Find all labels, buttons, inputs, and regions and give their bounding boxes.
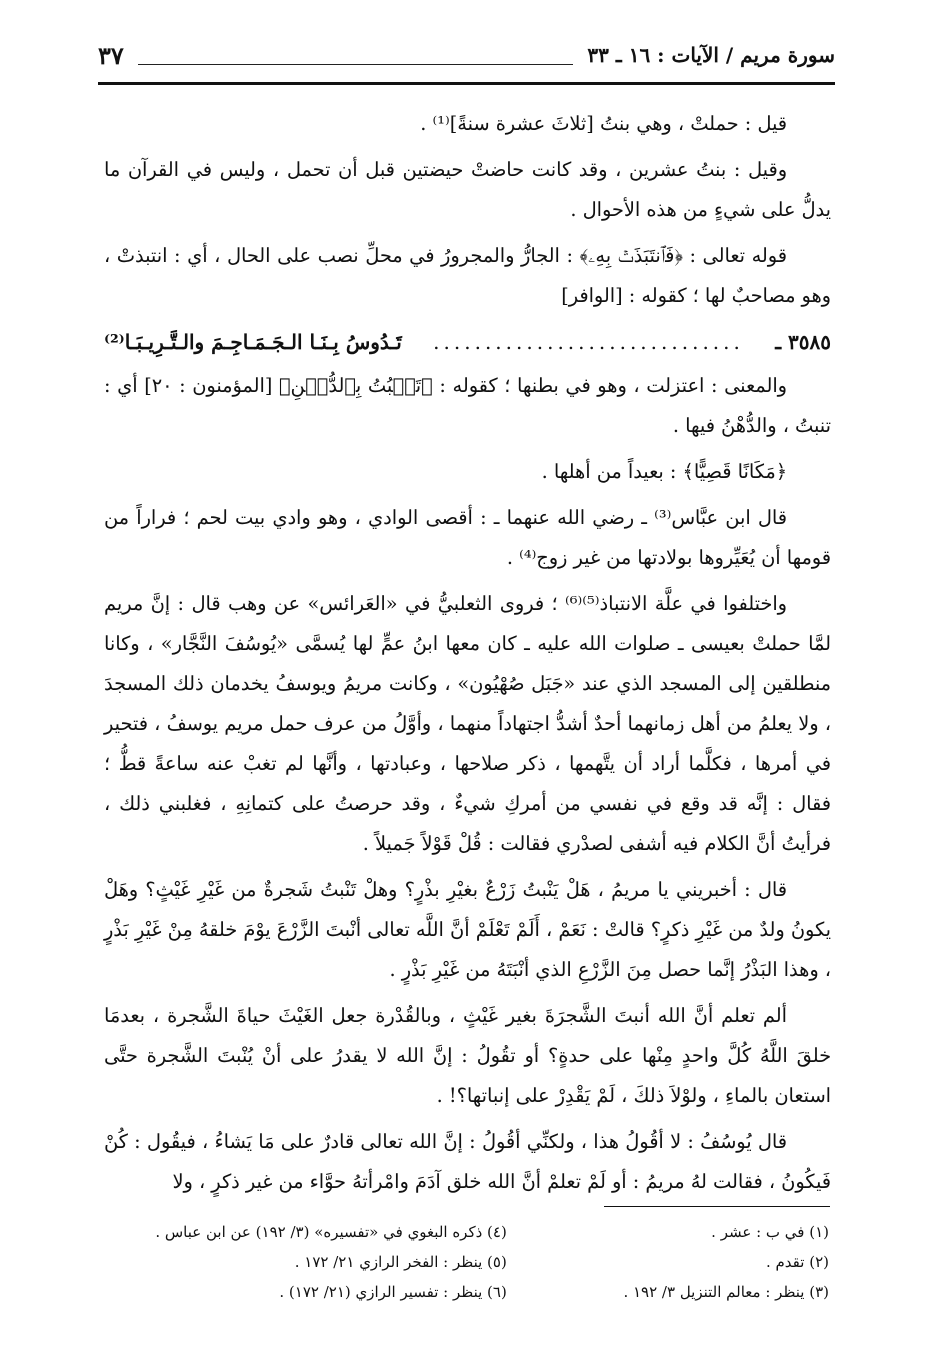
footnotes [140, 1218, 829, 1306]
page-header [98, 38, 835, 72]
poetry-verse [104, 322, 831, 362]
footnote-divider [604, 1206, 830, 1207]
verse-number: ٣٥٨٥ ـ [775, 330, 831, 354]
header-divider [98, 82, 835, 85]
paragraph-1: قيل : حملتْ ، وهي بنتُ [ثلاثَ عشرة سنةً]⁽¹⁾ . [420, 112, 787, 135]
verse-text: تَـدُوسُ بِـنَـا الـجَـمَـاجِـمَ والـتَّـرِيـبَـا⁽²⁾ [104, 330, 402, 354]
paragraph-2: وقيل : بنتُ عشرين ، وقد كانت حاضتْ حيضتين قبل أن تحمل ، وليس في القرآن ما يدلُّ على شيءٍ من هذه الأحوال . [104, 158, 831, 221]
paragraph-10: قال يُوسُفُ : لا أقُولُ هذا ، ولكنِّي أقُولُ : إنَّ الله تعالى قادرٌ على مَا يَشاءُ ، فيقُول : كُنْ فَيكُونُ ، فقالت لهُ مريمُ : أو لَمْ تعلمْ أنَّ الله خلق آدَمَ وامْرأتهُ حوَّاء من غير ذكرٍ ، ولا [104, 1130, 831, 1193]
paragraph-9: ألم تعلم أنَّ الله أنبتَ الشَّجرَةَ بغير غَيْثٍ ، وبالقُدْرة جعل الغَيْثَ حياةَ الشَّجرة ، بعدمَا خلقَ اللَّهُ كُلَّ واحدٍ مِنْها على حدةٍ؟ أو تقُولُ : إنَّ الله لا يقدرُ على أنْ يُنْبتَ الشَّجرة حتَّى استعان بالماءِ ، ولوْلاَ ذلكَ ، لَمْ يَقْدِرْ على إنباتها؟! . [104, 1004, 831, 1107]
footnote-2: (٢) تقدم . [765, 1253, 829, 1271]
footnote-3: (٣) ينظر : معالم التنزيل ٣/ ١٩٢ . [623, 1283, 829, 1301]
header-rule [138, 64, 574, 65]
main-text [104, 104, 831, 1208]
verse-dots: .............................. [433, 330, 744, 354]
footnote-6: (٦) ينظر : تفسير الرازي (٢١/ ١٧٢) . [279, 1283, 507, 1301]
footnote-5: (٥) ينظر : الفخر الرازي ٢١/ ١٧٢ . [294, 1253, 507, 1271]
paragraph-8: قال : أخبريني يا مريمُ ، هَلْ يَنْبتُ زَرْعٌ بغيْرِ بذْرٍ؟ وهلْ تَنْبتُ شَجرةٌ من غَيْرِ غَيْثٍ؟ وهَلْ يكونُ ولدٌ من غَيْرِ ذكرٍ؟ قالتْ : نَعَمْ ، أَلَمْ تَعْلَمْ أنَّ اللَّه تعالى أنْبتَ الزَّرْعَ يوْمَ خلقهُ مِنْ غَيْرِ بَذْرٍ ، وهذا البَذْرُ إنَّما حصل مِنَ الزَّرْعِ الذي أنْبَتَهُ من غَيْرِ بَذْرٍ . [104, 878, 831, 981]
paragraph-5: ﴿مَكَانًا قَصِيًّا﴾ : بعيداً من أهلها . [541, 460, 787, 483]
paragraph-4: والمعنى : اعتزلت ، وهو في بطنها ؛ كقوله : ﴿تَنۢبُتُ بِٱلدُّهۡنِ﴾ [المؤمنون : ٢٠] أي : تنبتُ ، والدُّهْنُ فيها . [104, 374, 831, 437]
paragraph-3: قوله تعالى : ﴿فَٱنتَبَذَتۡ بِهِۦ﴾ : الجارُّ والمجرورُ في محلِّ نصب على الحال ، أي : انتبذتْ ، وهو مصاحبٌ لها ؛ كقوله : [الوافر] [104, 244, 831, 307]
page-number: ٣٧ [98, 40, 124, 70]
paragraph-6: قال ابن عبَّاس⁽³⁾ ـ رضي الله عنهما ـ : أقصى الوادي ، وهو وادي بيت لحم ؛ فراراً من قومها أن يُعَيِّروها بولادتها من غير زوج⁽⁴⁾ . [104, 506, 831, 569]
footnote-4: (٤) ذكره البغوي في «تفسيره» (٣/ ١٩٢) عن ابن عباس . [155, 1223, 507, 1241]
footnote-1: (١) في ب : عشر . [711, 1223, 829, 1241]
paragraph-7: واختلفوا في علَّة الانتباذ⁽⁵⁾⁽⁶⁾ ؛ فروى الثعلبيُّ في «العَرائس» عن وهب قال : إنَّ مريم لمَّا حملتْ بعيسى ـ صلوات الله عليه ـ كان معها ابنُ عمٍّ لها يُسمَّى «يُوسُفَ النَّجَّار» ، وكانا منطلقين إلى المسجد الذي عند «جَبَل صُهْيُون» ، وكانت مريمُ ويوسفُ يخدمان ذلك المسجدَ ، ولا يعلمُ من أهل زمانهما أحدٌ أشدُّ اجتهاداً منهما ، وأوَّلُ من عرف حمل مريم يوسفُ ، فتحير في أمرها ، فكلَّما أراد أن يتَّهمها ، ذكر صلاحها ، وعبادتها ، وأنَّها لم تغبْ عنه ساعةً قطُّ ؛ فقال : إنَّه قد وقع في نفسي من أمركِ شيءٌ ، وقد حرصتُ على كتمانِهِ ، فغلبني ذلك ، فرأيتُ أنَّ الكلام فيه أشفى لصدْري فقالت : قُلْ قَوْلاً جَميلاً . [104, 592, 831, 855]
running-title: سورة مريم / الآيات : ١٦ ـ ٣٣ [587, 43, 835, 67]
